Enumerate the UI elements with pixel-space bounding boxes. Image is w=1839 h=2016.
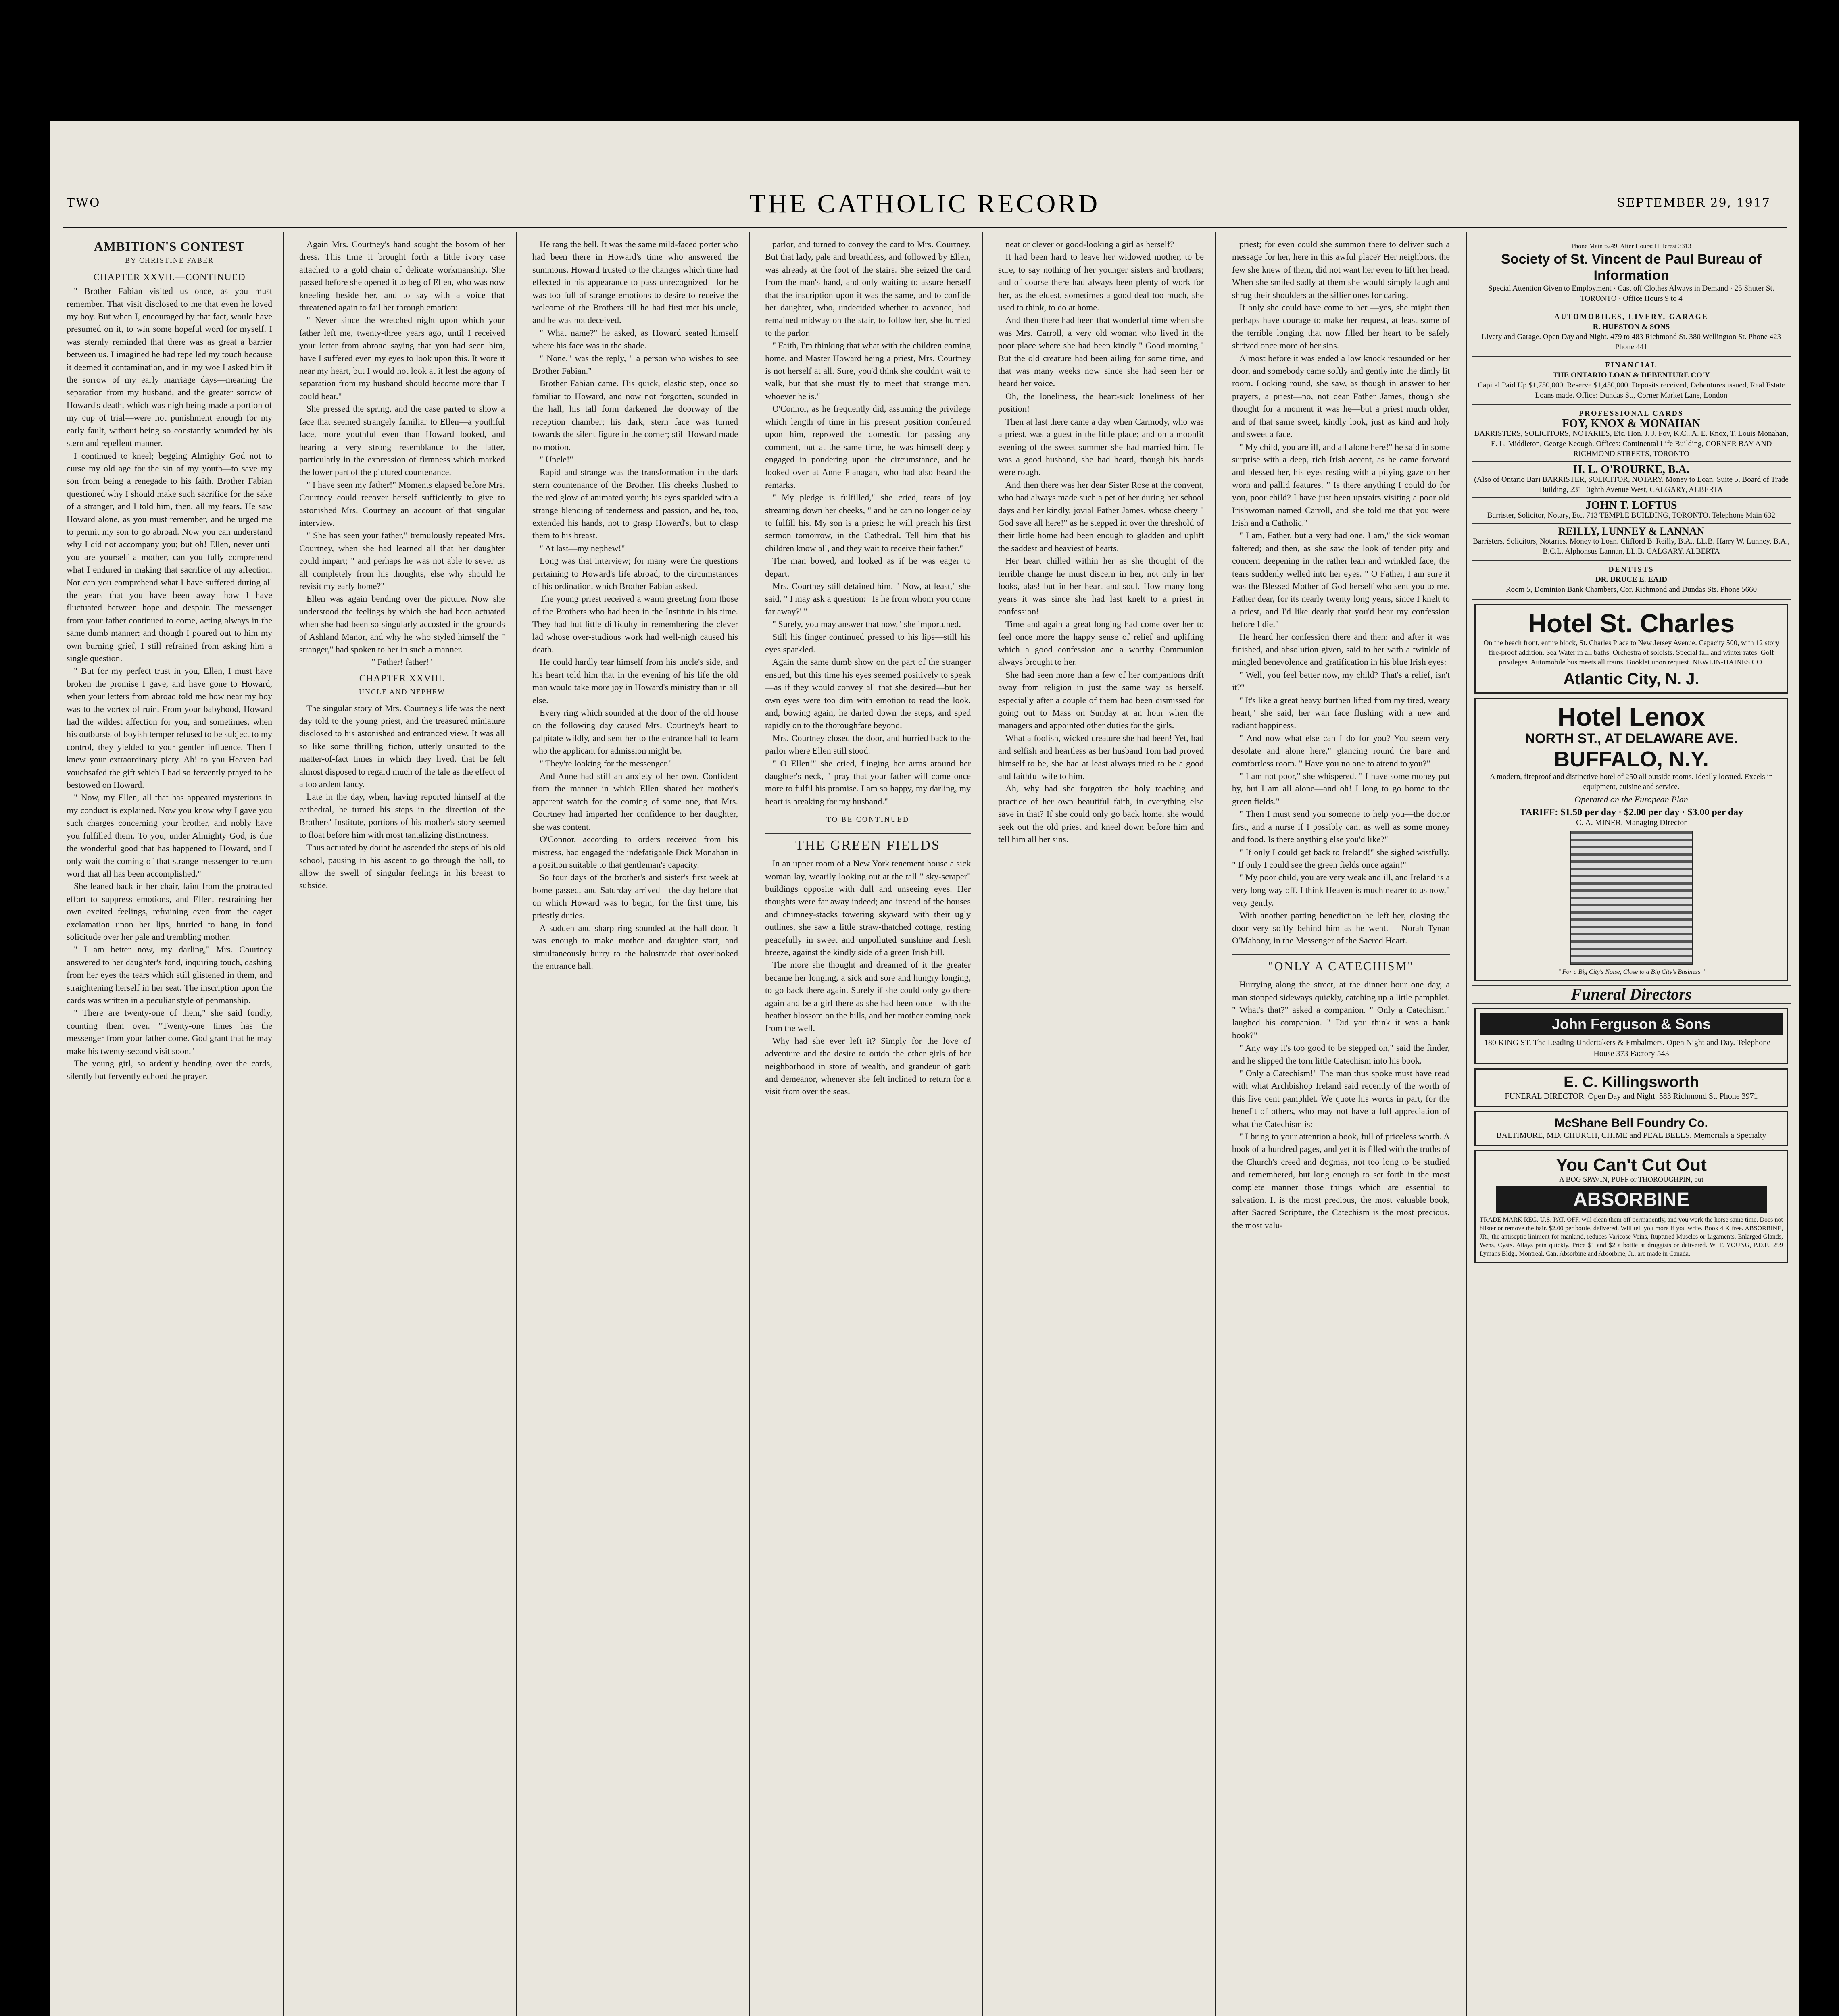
- loftus-details: Barrister, Solicitor, Notary, Etc. 713 TEMPLE BUILDING, TORONTO. Telephone Main 632: [1487, 511, 1775, 520]
- paragraph: " Uncle!": [540, 454, 573, 464]
- paragraph: " Surely, you may answer that now," she importuned.: [772, 619, 961, 629]
- hotel-lenox-city: BUFFALO, N.Y.: [1553, 747, 1709, 771]
- paragraph: I continued to kneel; begging Almighty God not to curse my old age for the sin of my youth—to save my son from being a renegade to his faith. Brother Fabian questioned why I should make such sacrifice for the sake of a stranger, and I told him, then, all my fears. He saw Howard alone, as you must remember, and he urged me to permit my son to go abroad. Now you can understand why I did not accompany you; but oh! Ellen, never until you are yourself a mother, can you fully comprehend what I endured in making that sacrifice of my affection. Nor can you comprehend what I have suffered during all the years that you have been away—how I have fluctuated between hope and despair. The messenger from your father continued to come, acting always in the same dumb manner; and though I poured out to him my own burning grief, I still refrained from asking him a single question.: [67, 450, 272, 663]
- paragraph: She leaned back in her chair, faint from the protracted effort to suppress emotions, and Ellen, restraining her own excited feelings, refraining even from the eager exclamation upon her lips, hurried to hang in fond solicitude over her pale and trembling mother.: [67, 881, 272, 942]
- professional-heading: PROFESSIONAL CARDS: [1579, 409, 1684, 417]
- paragraph: " My pledge is fulfilled," she cried, tears of joy streaming down her cheeks, " and he can no longer delay to fulfill his. My son is a priest; he will preach his first sermon tomorrow, in the Cathedral. Tell him that his children know all, and they wait to receive their father.": [765, 492, 971, 553]
- paragraph: " I am not poor," she whispered. " I have some money put by, but I am all alone—and oh! I long to go home to the green fields.": [1232, 771, 1450, 806]
- paragraph: Ah, why had she forgotten the holy teaching and practice of her own beautiful faith, in everything else save in that? If she could only go back home, she would seek out the old priest and kneel down before him and tell him all her sins.: [998, 783, 1204, 845]
- column-divider: [982, 232, 983, 2016]
- paragraph: And then there had been that wonderful time when she was Mrs. Carroll, a very old woman who lived in the poor place where she had been kindly " Good morning." But the old creature had been ailing for some time, and that was many weeks now since she had seen her or heard her voice.: [998, 315, 1204, 389]
- column-4: [765, 238, 971, 2016]
- funeral-directors-heading-box: [1472, 985, 1791, 1004]
- paragraph: She pressed the spring, and the case parted to show a face that seemed strangely familiar to Ellen—a youthful face, more youthful even than Howard looked, and bearing a very strong resemblance to the latter, particularly in the expression of firmness which marked the lower part of the pictured countenance.: [299, 404, 505, 477]
- dentist-name: DR. BRUCE E. EAID: [1595, 575, 1667, 584]
- hotel-lenox-name: Hotel Lenox: [1557, 702, 1706, 731]
- absorbine-details: TRADE MARK REG. U.S. PAT. OFF. will clean them off permanently, and you work the horse same time. Does not blister or remove the hair. $2.00 per bottle, delivered. Will tell you more if you write. Book 4 K free. ABSORBINE, JR., the antiseptic liniment for mankind, reduces Varicose Veins, Ruptured Muscles or Ligaments, Enlarged Glands, Wens, Cysts. Allays pain quickly. Price $1 and $2 a bottle at druggists or delivered. W. F. YOUNG, P.D.F., 299 Lymans Bldg., Montreal, Can. Absorbine and Absorbine, Jr., are made in Canada.: [1480, 1216, 1783, 1257]
- paragraph: Every ring which sounded at the door of the old house on the following day caused Mrs. Courtney's heart to palpitate wildly, and sent her to the entrance hall to learn who the applicant for admission might be.: [532, 708, 738, 756]
- paragraph: And then there was her dear Sister Rose at the convent, who had always made such a pet of her during her school days and her kindly, jovial Father James, whose cheery " God save all here!" as he stepped in over the threshold of their little home had been enough to gladden and uplift the saddest and heaviest of hearts.: [998, 479, 1204, 553]
- paragraph: He could hardly tear himself from his uncle's side, and his heart told him that in the evening of his life the old man would take more joy in Howard's ministry than in all else.: [532, 657, 738, 705]
- issue-date: SEPTEMBER 29, 1917: [1617, 196, 1770, 210]
- paper-title: THE CATHOLIC RECORD: [749, 189, 1100, 219]
- column-2: [299, 238, 505, 2016]
- column-5: [998, 238, 1204, 2016]
- paragraph: Mrs. Courtney closed the door, and hurried back to the parlor where Ellen still stood.: [765, 733, 971, 756]
- absorbine-name: ABSORBINE: [1496, 1186, 1767, 1213]
- paragraph: Still his finger continued pressed to his lips—still his eyes sparkled.: [765, 631, 971, 654]
- paragraph: " At last—my nephew!": [540, 543, 625, 553]
- killingsworth-ad: [1474, 1068, 1788, 1107]
- killingsworth-name: E. C. Killingsworth: [1564, 1074, 1699, 1091]
- paragraph: The more she thought and dreamed of it the greater became her longing, a sick and sore and hungry longing, to go back there again. Surely if she could only go there again and be a girl there as she had been once—with the heather blossom on the hills, and her mother coming back from the well.: [765, 960, 971, 1033]
- paragraph: What a foolish, wicked creature she had been! Yet, bad and selfish and heartless as her husband Tom had proved himself to be, she had at least always tried to be a good and faithful wife to him.: [998, 733, 1204, 781]
- column-divider: [1466, 232, 1467, 2016]
- paragraph: " Well, you feel better now, my child? That's a relief, isn't it?": [1232, 669, 1450, 693]
- orourke-details: (Also of Ontario Bar) BARRISTER, SOLICITOR, NOTARY. Money to Loan. Suite 5, Board of Trade Building, 231 Eighth Avenue West, CALGARY, ALBERTA: [1474, 475, 1789, 494]
- catechism-title: "ONLY A CATECHISM": [1232, 954, 1450, 973]
- column-divider: [516, 232, 517, 2016]
- hotel-lenox-caption: " For a Big City's Noise, Close to a Big City's Business ": [1558, 968, 1705, 975]
- svp-details: Special Attention Given to Employment · Cast off Clothes Always in Demand · 25 Shuter St. TORONTO · Office Hours 9 to 4: [1488, 284, 1774, 303]
- paragraph: If only she could have come to her —yes, she might then perhaps have courage to make her request, at least some of the terrible longing that now filled her heart to be safely shrived once more of her sins.: [1232, 302, 1450, 351]
- dentists-ad: [1472, 561, 1791, 600]
- ferguson-ad: [1474, 1008, 1788, 1064]
- page-label: TWO: [67, 196, 101, 210]
- page-header: [50, 189, 1799, 225]
- paragraph: " They're looking for the messenger.": [540, 758, 672, 768]
- paragraph: In an upper room of a New York tenement house a sick woman lay, wearily looking out at the tall " sky-scraper" buildings opposite with dull and unseeing eyes. Her thoughts were far away indeed; and instead of the houses and chimney-stacks towering skyward with their ugly outlines, she saw a little straw-thatched cottage, resting peacefully in sweet and unpolluted sunshine and fresh breeze, against the kindly side of a green Irish hill.: [765, 858, 971, 957]
- hotel-st-charles-name: Hotel St. Charles: [1528, 609, 1735, 638]
- paragraph: " None," was the reply, " a person who wishes to see Brother Fabian.": [532, 353, 738, 376]
- paragraph: " I bring to your attention a book, full of priceless worth. A book of a hundred pages, and yet it is filled with the truths of the Church's creed and dogmas, not too long to be studied and remembered, but long enough to set forth in the most complete manner those things which are essential to salvation. It is the most precious, the most valuable book, after Sacred Scripture, the Catechism is the most precious, the most valu-: [1232, 1131, 1450, 1230]
- paragraph: O'Connor, as he frequently did, assuming the privilege which length of time in his present position conferred upon him, reproved the domestic for passing any comment, but at the same time, he was himself deeply engaged in pondering upon the circumstance, and he looked over at Anne Flanagan, who had also heard the remarks.: [765, 404, 971, 490]
- paragraph: Her heart chilled within her as she thought of the terrible change he must discern in her, not only in her looks, alas! but in her heart and soul. How many long years it was since she had last knelt to a priest in confession!: [998, 556, 1204, 616]
- auto-ad: [1472, 308, 1791, 357]
- financial-ad: [1472, 357, 1791, 405]
- auto-details: Livery and Garage. Open Day and Night. 479 to 483 Richmond St. 380 Wellington St. Phone 423 Phone 441: [1481, 333, 1781, 351]
- bell-foundry-details: BALTIMORE, MD. CHURCH, CHIME and PEAL BELLS. Memorials a Specialty: [1496, 1131, 1766, 1140]
- funeral-heading: Funeral Directors: [1571, 985, 1692, 1003]
- absorbine-subhead: A BOG SPAVIN, PUFF or THOROUGHPIN, but: [1559, 1175, 1703, 1183]
- paragraph: Rapid and strange was the transformation in the dark stern countenance of the Brother. His cheeks flushed to the red glow of animated youth; his eyes sparkled with a strange blending of tenderness and passion, and he, too, extended his hands, not to grasp Howard's, but to clasp them to his breast.: [532, 467, 738, 541]
- paragraph: " Father! father!": [371, 657, 433, 667]
- paragraph: parlor, and turned to convey the card to Mrs. Courtney. But that lady, pale and breathless, and followed by Ellen, was already at the foot of the stairs. She seized the card from the man's hand, and only waiting to assure herself that the inscription upon it was the same, and to confide her daughter, who, undecided whether to advance, had remained midway on the stair, to follow her, she hurried to the parlor.: [765, 239, 971, 338]
- dentist-details: Room 5, Dominion Bank Chambers, Cor. Richmond and Dundas Sts. Phone 5660: [1505, 585, 1757, 594]
- paragraph: " What name?" he asked, as Howard seated himself where his face was in the shade.: [532, 327, 738, 351]
- ferguson-details: 180 KING ST. The Leading Undertakers & Embalmers. Open Night and Day. Telephone—House 373 Factory 543: [1484, 1038, 1779, 1058]
- killingsworth-details: FUNERAL DIRECTOR. Open Day and Night. 583 Richmond St. Phone 3971: [1505, 1092, 1758, 1101]
- paragraph: He rang the bell. It was the same mild-faced porter who had been there in Howard's time who answered the summons. Howard trusted to the changes which time had effected in his appearance to pass unrecognized—for he was too full of strange emotions to desire to receive the welcome of the Brothers till he had first met his uncle, and he was not deceived.: [532, 239, 738, 325]
- paragraph: It had been hard to leave her widowed mother, to be sure, to say nothing of her younger sisters and brothers; and of course there had always been plenty of work for her, as the eldest, sometimes a good deal too much, she used to think, to do at home.: [998, 252, 1204, 313]
- paragraph: With another parting benediction he left her, closing the door very softly behind him as he went. —Norah Tynan O'Mahony, in the Messenger of the Sacred Heart.: [1232, 910, 1450, 946]
- paragraph: Then at last there came a day when Carmody, who was a priest, was a guest in the little place; and on a moonlit evening of the sweet summer she had married him. He was a good husband, she had heard, though his hands were rough.: [998, 416, 1204, 477]
- paragraph: " Any way it's too good to be stepped on," said the finder, and he slipped the torn little Catechism into his book.: [1232, 1043, 1450, 1066]
- newspaper-page: [50, 121, 1799, 2016]
- paragraph: neat or clever or good-looking a girl as herself?: [1005, 239, 1174, 249]
- svp-name: Society of St. Vincent de Paul Bureau of Information: [1501, 252, 1762, 283]
- foy-name: FOY, KNOX & MONAHAN: [1562, 417, 1701, 430]
- paragraph: " She has seen your father," tremulously repeated Mrs. Courtney, when she had learned all that her daughter could impart; " and perhaps he was not able to sever us all completely from his thoughts, else why should he revisit my early home?": [299, 530, 505, 591]
- divider: [1472, 461, 1791, 462]
- header-rule: [63, 227, 1787, 228]
- auto-name: R. HUESTON & SONS: [1593, 323, 1670, 331]
- paragraph: " O Ellen!" she cried, flinging her arms around her daughter's neck, " pray that your father will come once more to fulfil his promise. I am so happy, my darling, my heart is breaking for my husband.": [765, 758, 971, 806]
- paragraph: Brother Fabian came. His quick, elastic step, once so familiar to Howard, and now not forgotten, sounded in the hall; his tall form darkened the doorway of the reception chamber; his dark, stern face was turned towards the silent figure in the corner; still Howard made no motion.: [532, 378, 738, 452]
- serial-title: AMBITION'S CONTEST: [94, 239, 245, 254]
- financial-name: THE ONTARIO LOAN & DEBENTURE CO'Y: [1553, 371, 1710, 379]
- serial-byline: BY CHRISTINE FABER: [125, 256, 214, 265]
- column-1-body: [67, 285, 272, 1083]
- paragraph: Almost before it was ended a low knock resounded on her door, and somebody came softly and gently into the dimly lit room. Looking round, she saw, as though in answer to her prayers, a priest—no, not dear Father James, though she thought for a moment it was he—but a priest much older, and of that same sweet, kindly look, just as kind and holy and sweet a face.: [1232, 353, 1450, 439]
- column-6: [1232, 238, 1450, 2016]
- paragraph: " Brother Fabian visited us once, as you must remember. That visit disclosed to me that even he loved my boy. But when I, encouraged by that fact, would have presumed on it, to win some hopeful word for myself, I was sternly reminded that there was as great a barrier between us. I imagined he had repelled my touch because it deemed it contamination, and in my woe I asked him if the sorrow of my early marriage days—meaning the separation from my husband, and the greater sorrow of Howard's death, which was nigh being made a portion of my cup of trial—were not punishment enough for my early fault, without being so constantly wounded by his stern and repellent manner.: [67, 286, 272, 448]
- paragraph: So four days of the brother's and sister's first week at home passed, and Saturday arrived—the day before that on which Howard was to begin, for the first time, his priestly duties.: [532, 872, 738, 921]
- paragraph: " Never since the wretched night upon which your father left me, twenty-three years ago, until I received your letter from abroad saying that you had seen him, have I suffered even my eyes to look upon this. It wore it near my heart, but I would not look at it lest the agony of separation from my husband should become more than I could bear.": [299, 315, 505, 401]
- divider: [1472, 497, 1791, 498]
- loftus-name: JOHN T. LOFTUS: [1585, 499, 1677, 512]
- hotel-lenox-tariff: TARIFF: $1.50 per day · $2.00 per day · $3.00 per day: [1519, 807, 1743, 818]
- column-1: [67, 238, 272, 2016]
- paragraph: " Then I must send you someone to help you—the doctor first, and a nurse if I possibly can, as well as some money and food. Is there anything else you'd like?": [1232, 809, 1450, 845]
- svp-phone: Phone Main 6249. After Hours: Hillcrest 3313: [1571, 243, 1691, 250]
- hotel-st-charles-ad: [1474, 604, 1788, 694]
- paragraph: Time and again a great longing had come over her to feel once more the happy sense of relief and uplifting which a good confession and a worthy Communion always brought to her.: [998, 619, 1204, 667]
- column-divider: [749, 232, 750, 2016]
- paragraph: " There are twenty-one of them," she said fondly, counting them over. "Twenty-one times has the messenger from your father come. God grant that he may make his twenty-second visit soon.": [67, 1008, 272, 1056]
- paragraph: Hurrying along the street, at the dinner hour one day, a man stopped sideways quickly, catching up a little pamphlet. " What's that?" asked a companion. " Only a Catechism," laughed his companion. " Did you think it was a bank book?": [1232, 979, 1450, 1040]
- foy-details: BARRISTERS, SOLICITORS, NOTARIES, Etc. Hon. J. J. Foy, K.C., A. E. Knox, T. Louis Monahan, E. L. Middleton, George Keough. Offices: Continental Life Building, CORNER BAY AND RICHMOND STREETS, TORONTO: [1474, 429, 1789, 458]
- column-divider: [1215, 232, 1216, 2016]
- paragraph: He heard her confession there and then; and after it was finished, and absolution given, said to her with a twinkle of mingled benevolence and gratification in his blue Irish eyes:: [1232, 631, 1450, 667]
- hotel-st-charles-city: Atlantic City, N. J.: [1563, 670, 1699, 688]
- paragraph: The young girl, so ardently bending over the cards, silently but fervently echoed the prayer.: [67, 1058, 272, 1081]
- green-fields-title: THE GREEN FIELDS: [765, 833, 971, 852]
- chapter-heading: CHAPTER XXVIII.: [359, 673, 445, 684]
- chapter-subtitle: UNCLE AND NEPHEW: [359, 688, 445, 696]
- paragraph: The young priest received a warm greeting from those of the Brothers who had been in the Institute in his time. They had but little difficulty in remembering the clever lad whose over-studious work had well-nigh caused his death.: [532, 594, 738, 654]
- column-3: [532, 238, 738, 2016]
- paragraph: Why had she ever left it? Simply for the love of adventure and the desire to outdo the other girls of her neighborhood in store of wealth, and grandeur of garb and demeanor, whenever she felt inclined to return for a visit from over the seas.: [765, 1035, 971, 1097]
- paragraph: " My child, you are ill, and all alone here!" he said in some surprise with a deep, rich Irish accent, as he came forward and blessed her, his eyes resting with a pitying gaze on her worn and pallid features. " Is there anything I could do for you, poor child? I have just been upstairs visiting a poor old Irishwoman named Carroll, and she told me that you were Irish and a Catholic.": [1232, 442, 1450, 528]
- paragraph: " And now what else can I do for you? You seem very desolate and alone here," glancing round the bare and comfortless room. " Have you no one to attend to you?": [1232, 733, 1450, 768]
- paragraph: A sudden and sharp ring sounded at the hall door. It was enough to make mother and daughter start, and simultaneously hurry to the balustrade that overlooked the entrance hall.: [532, 923, 738, 971]
- paragraph: Thus actuated by doubt he ascended the steps of his old school, pausing in his ascent to go through the hall, to allow the swell of singular feelings in his breast to subside.: [299, 842, 505, 891]
- column-divider: [283, 232, 284, 2016]
- orourke-name: H. L. O'ROURKE, B.A.: [1573, 463, 1689, 476]
- professional-cards: [1472, 405, 1791, 561]
- hotel-building-illustration: [1570, 831, 1693, 965]
- hotel-st-charles-details: On the beach front, entire block, St. Charles Place to New Jersey Avenue. Capacity 500, with 12 story fire-proof addition. Sea Water in all baths. Orchestra of soloists. Special fall and winter rates. Golf privileges. Automobile bus meets all trains. Booklet upon request. NEWLIN-HAINES CO.: [1483, 639, 1779, 666]
- paragraph: " If only I could get back to Ireland!" she sighed wistfully. " If only I could see the green fields once again!": [1232, 847, 1450, 870]
- paragraph: And Anne had still an anxiety of her own. Confident from the manner in which Ellen shared her mother's apparent watch for the coming of some one, that Mrs. Courtney had imparted her confidence to her daughter, she was content.: [532, 771, 738, 832]
- paragraph: The singular story of Mrs. Courtney's life was the next day told to the young priest, and the treasured miniature disclosed to his astonished and entranced view. It was all so like some thrilling fiction, utterly unsuited to the matter-of-fact times in which they lived, that he felt almost disposed to regard much of the tale as the effect of a too ardent fancy.: [299, 703, 505, 789]
- hotel-lenox-ad: [1474, 698, 1788, 981]
- hotel-lenox-details: A modern, fireproof and distinctive hotel of 250 all outside rooms. Ideally located. Excels in equipment, cuisine and service.: [1489, 773, 1773, 791]
- ferguson-name: John Ferguson & Sons: [1480, 1013, 1783, 1035]
- financial-details: Capital Paid Up $1,750,000. Reserve $1,450,000. Deposits received, Debentures issued, Real Estate Loans made. Office: Dundas St., Corner Market Lane, London: [1478, 381, 1785, 400]
- paragraph: Late in the day, when, having reported himself at the cathedral, he turned his steps in the direction of the Brothers' Institute, portions of his mother's story seemed to float before him with most tantalizing distinctness.: [299, 791, 505, 840]
- absorbine-ad: [1474, 1150, 1788, 1263]
- paragraph: " I am, Father, but a very bad one, I am," the sick woman faltered; and then, as she saw the look of tender pity and concern deepening in the rather lean and wrinkled face, the tears suddenly welled into her eyes. " O Father, I am sure it was the Blessed Mother of God herself who sent you to me. Father dear, for its nearly twenty long years, since I knelt to a priest, and I'd like dearly that you'd hear my confession before I die.": [1232, 530, 1450, 629]
- paragraph: " I have seen my father!" Moments elapsed before Mrs. Courtney could recover herself sufficiently to give to astonished Mrs. Courtney an account of that singular interview.: [299, 479, 505, 528]
- paragraph: The man bowed, and looked as if he was eager to depart.: [765, 556, 971, 579]
- svp-ad: [1472, 238, 1791, 308]
- divider: [1472, 523, 1791, 524]
- chapter-heading: CHAPTER XXVII.—CONTINUED: [93, 272, 246, 283]
- hotel-lenox-address: NORTH ST., AT DELAWARE AVE.: [1525, 731, 1738, 746]
- auto-heading: AUTOMOBILES, LIVERY, GARAGE: [1554, 312, 1708, 321]
- absorbine-headline: You Can't Cut Out: [1556, 1155, 1707, 1175]
- bell-foundry-name: McShane Bell Foundry Co.: [1554, 1116, 1708, 1130]
- paragraph: Again the same dumb show on the part of the stranger ensued, but this time his eyes seemed positively to speak—as if they would convey all that she desired—but her own eyes were too dim with emotion to read the look, and, bowing again, he darted down the steps, and sped rapidly on to the thoroughfare beyond.: [765, 657, 971, 731]
- financial-heading: FINANCIAL: [1605, 361, 1658, 369]
- paragraph: " I am better now, my darling," Mrs. Courtney answered to her daughter's fond, inquiring touch, dashing from her eyes the tears which still glistened in them, and straightening herself in her seat. The inscription upon the cards was written in a peculiar style of penmanship.: [67, 944, 272, 1005]
- hotel-lenox-manager: C. A. MINER, Managing Director: [1576, 818, 1687, 827]
- hotel-lenox-plan: Operated on the European Plan: [1574, 794, 1688, 804]
- paragraph: " Only a Catechism!" The man thus spoke must have read with what Archbishop Ireland said recently of the worth of this five cent pamphlet. We quote his words in part, for the benefit of others, who may not have a full appreciation of what the Catechism is:: [1232, 1068, 1450, 1129]
- paragraph: " It's like a great heavy burthen lifted from my tired, weary heart," she said, her wan face flushing with a new and radiant happiness.: [1232, 695, 1450, 731]
- paragraph: " Now, my Ellen, all that has appeared mysterious in my conduct is explained. Now you know why I gave you such charges concerning your brother, and nobly have you fulfilled them. To you, under Almighty God, is due the wonderful good that has happened to Howard, and I only wait the coming of that strange messenger to return word that all has been accomplished.": [67, 792, 272, 879]
- paragraph: Oh, the loneliness, the heart-sick loneliness of her position!: [998, 391, 1204, 414]
- paragraph: " My poor child, you are very weak and ill, and Ireland is a very long way off. I think Heaven is much nearer to us now," very gently.: [1232, 872, 1450, 908]
- reilly-details: Barristers, Solicitors, Notaries. Money to Loan. Clifford B. Reilly, B.A., LL.B. Harry W. Lunney, B.A., B.C.L. Alphonsus Lannan, LL.B. CALGARY, ALBERTA: [1473, 537, 1790, 556]
- reilly-name: REILLY, LUNNEY & LANNAN: [1558, 525, 1705, 537]
- paragraph: Mrs. Courtney still detained him. " Now, at least," she said, " I may ask a question: ' Is he from whom you come far away?' ": [765, 581, 971, 616]
- paragraph: Again Mrs. Courtney's hand sought the bosom of her dress. This time it brought forth a little ivory case attached to a gold chain of delicate workmanship. She passed before she opened it to beg of Ellen, who was now kneeling beside her, and to say with a voice that threatened again to fail her through emotion:: [299, 239, 505, 313]
- dentists-heading: DENTISTS: [1608, 565, 1654, 573]
- paragraph: She had seen more than a few of her companions drift away from religion in just the same way as herself, especially after a couple of them had been dismissed for going out to Mass on Sunday at an hour when the managers and appointed other duties for the girls.: [998, 669, 1204, 731]
- advertisements-column: [1472, 238, 1791, 1267]
- paragraph: " But for my perfect trust in you, Ellen, I must have broken the promise I gave, and have gone to Howard, when your letters from abroad told me how near my boy was to the vortex of ruin. From your babyhood, Howard had the wildest affection for you, and sometimes, when his outbursts of boyish temper refused to be subject to my control, they yielded to your gentler influence. Then I knew your extraordinary piety. Ah! to you Heaven had vouchsafed the gift which I had so fervently prayed to be bestowed on Howard.: [67, 666, 272, 790]
- paragraph: Ellen was again bending over the picture. Now she understood the feelings by which she had been actuated when she had been so singularly accosted in the grounds of Ashland Manor, and why he who styled himself the " stranger," had spoken to her in such a manner.: [299, 594, 505, 654]
- bell-foundry-ad: [1474, 1111, 1788, 1146]
- paragraph: priest; for even could she summon there to deliver such a message for her, here in this awful place? Her neighbors, the few she knew of them, did not want her even to lift her head. When she smiled sadly at them she would simply laugh and shrug their shoulders at the sillier ones for caring.: [1232, 239, 1450, 300]
- paragraph: " Faith, I'm thinking that what with the children coming home, and Master Howard being a priest, Mrs. Courtney is not herself at all. Sure, you'd think she couldn't wait to walk, but that she must fly to meet that strange man, whoever he is.": [765, 340, 971, 401]
- paragraph: Long was that interview; for many were the questions pertaining to Howard's life abroad, to the circumstances of his ordination, which Brother Fabian asked.: [532, 556, 738, 591]
- paragraph: O'Connor, according to orders received from his mistress, had engaged the indefatigable Dick Monahan in a position suitable to that gentleman's capacity.: [532, 834, 738, 870]
- to-be-continued: TO BE CONTINUED: [826, 815, 909, 824]
